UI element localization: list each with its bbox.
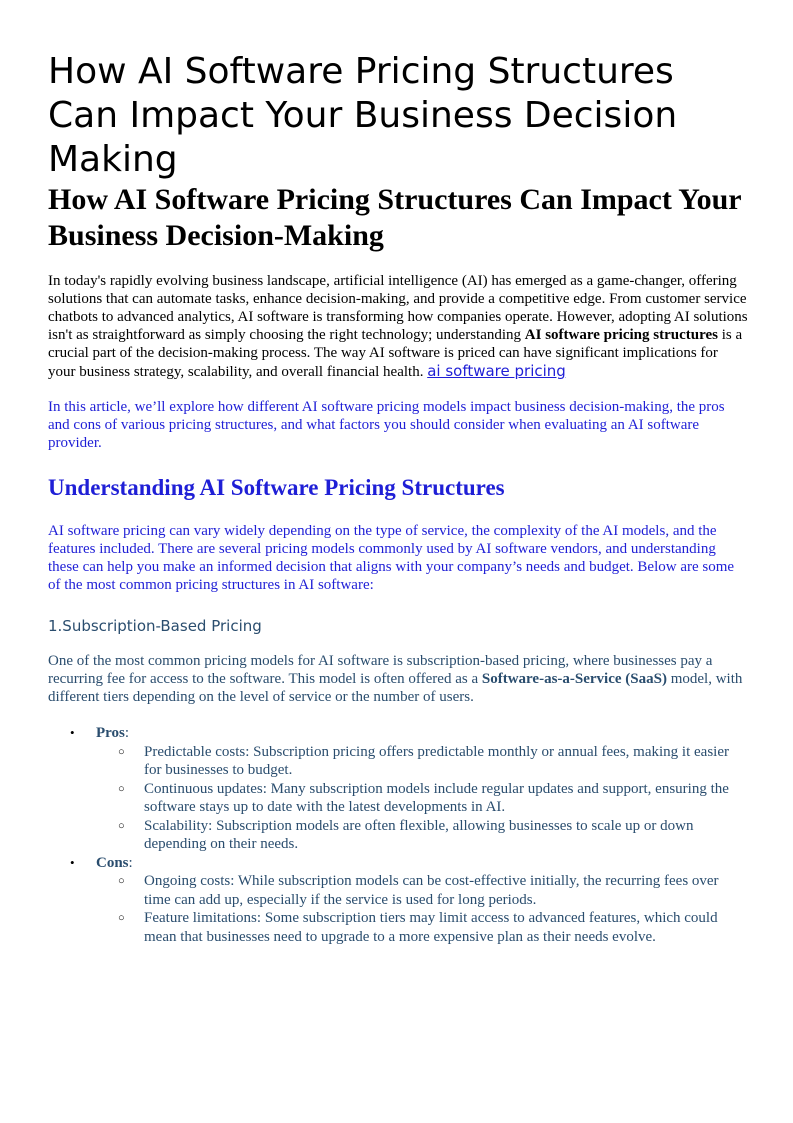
- subsection-text-end: model, with different tiers depending on the level of service or the number of users.: [48, 671, 743, 705]
- pros-item: [48, 724, 748, 854]
- list-item: [96, 817, 748, 854]
- circle-bullet-icon: ○: [118, 782, 125, 795]
- cons-item-text: Feature limitations: Some subscription tiers may limit access to advanced features, which could mean that businesses need to upgrade to a more expensive plan as their needs evolve.: [144, 910, 718, 945]
- circle-bullet-icon: ○: [118, 875, 125, 887]
- pros-item-text: Scalability: Subscription models are often flexible, allowing businesses to scale up or down depending on their needs.: [144, 817, 694, 852]
- intro-bold-term: AI software pricing structures: [524, 327, 718, 343]
- list-item: [96, 743, 748, 780]
- document-page: [48, 50, 748, 946]
- disc-bullet-icon: •: [70, 725, 75, 740]
- disc-bullet-icon: •: [70, 854, 75, 870]
- article-overview-paragraph: In this article, we’ll explore how different AI software pricing models impact business decision-making, the pros and cons of various pricing structures, and what factors you should consider when evaluating an AI software provider.: [48, 399, 725, 451]
- pros-sublist: [96, 743, 748, 854]
- pros-item-text: Predictable costs: Subscription pricing offers predictable monthly or annual fees, making it easier for businesses to budget.: [144, 743, 729, 778]
- section-body: AI software pricing can vary widely depending on the type of service, the complexity of the AI models, and the features included. There are several pricing models commonly used by AI software vendors, and understanding these can help you make an informed decision that aligns with your company’s needs and budget. Below are some of the most common pricing structures in AI software:: [48, 523, 735, 593]
- circle-bullet-icon: ○: [118, 745, 125, 758]
- cons-sublist: [96, 872, 748, 946]
- article-title: How AI Software Pricing Structures Can Impact Your Business Decision-Making: [48, 183, 742, 252]
- ai-software-pricing-link[interactable]: ai software pricing: [427, 362, 566, 380]
- pros-label: Pros: [96, 725, 125, 741]
- cons-item-text: Ongoing costs: While subscription models can be cost-effective initially, the recurring fees over time can add up, especially if the service is used for long periods.: [144, 873, 719, 908]
- pros-cons-list: [48, 724, 748, 946]
- intro-text-start: In today's rapidly evolving business landscape, artificial intelligence (AI) has emerged as a game-changer, offering solutions that can automate tasks, enhance decision-making, and provide a competitive edge. From customer service chatbots to advanced analytics, AI software is transforming how companies operate. However, adopting AI solutions isn't as straightforward as simply choosing the right technology; understanding: [48, 273, 748, 343]
- cons-colon: :: [128, 854, 133, 871]
- list-item: [96, 909, 748, 946]
- cons-item: [48, 854, 748, 947]
- cons-label: Cons: [96, 854, 129, 871]
- list-item: [96, 872, 748, 909]
- intro-text-end: is a crucial part of the decision-making process. The way AI software is priced can have significant implications for your business strategy, scalability, and overall financial health.: [48, 327, 743, 380]
- subsection-heading: 1.Subscription-Based Pricing: [48, 617, 262, 635]
- pros-colon: :: [124, 725, 130, 741]
- circle-bullet-icon: ○: [118, 819, 125, 832]
- list-item: [96, 780, 748, 817]
- subsection-body: [48, 652, 748, 706]
- pros-item-text: Continuous updates: Many subscription models include regular updates and support, ensuring the software stays up to date with the latest developments in AI.: [144, 780, 729, 815]
- section-heading: Understanding AI Software Pricing Structures: [48, 475, 505, 500]
- intro-paragraph: [48, 272, 748, 381]
- subsection-text-start: One of the most common pricing models for AI software is subscription-based pricing, where businesses pay a recurring fee for access to the software. This model is often offered as a: [48, 653, 713, 687]
- circle-bullet-icon: ○: [118, 912, 125, 924]
- page-title: How AI Software Pricing Structures Can Impact Your Business Decision Making: [48, 51, 678, 180]
- saas-bold-term: Software-as-a-Service (SaaS): [481, 671, 667, 687]
